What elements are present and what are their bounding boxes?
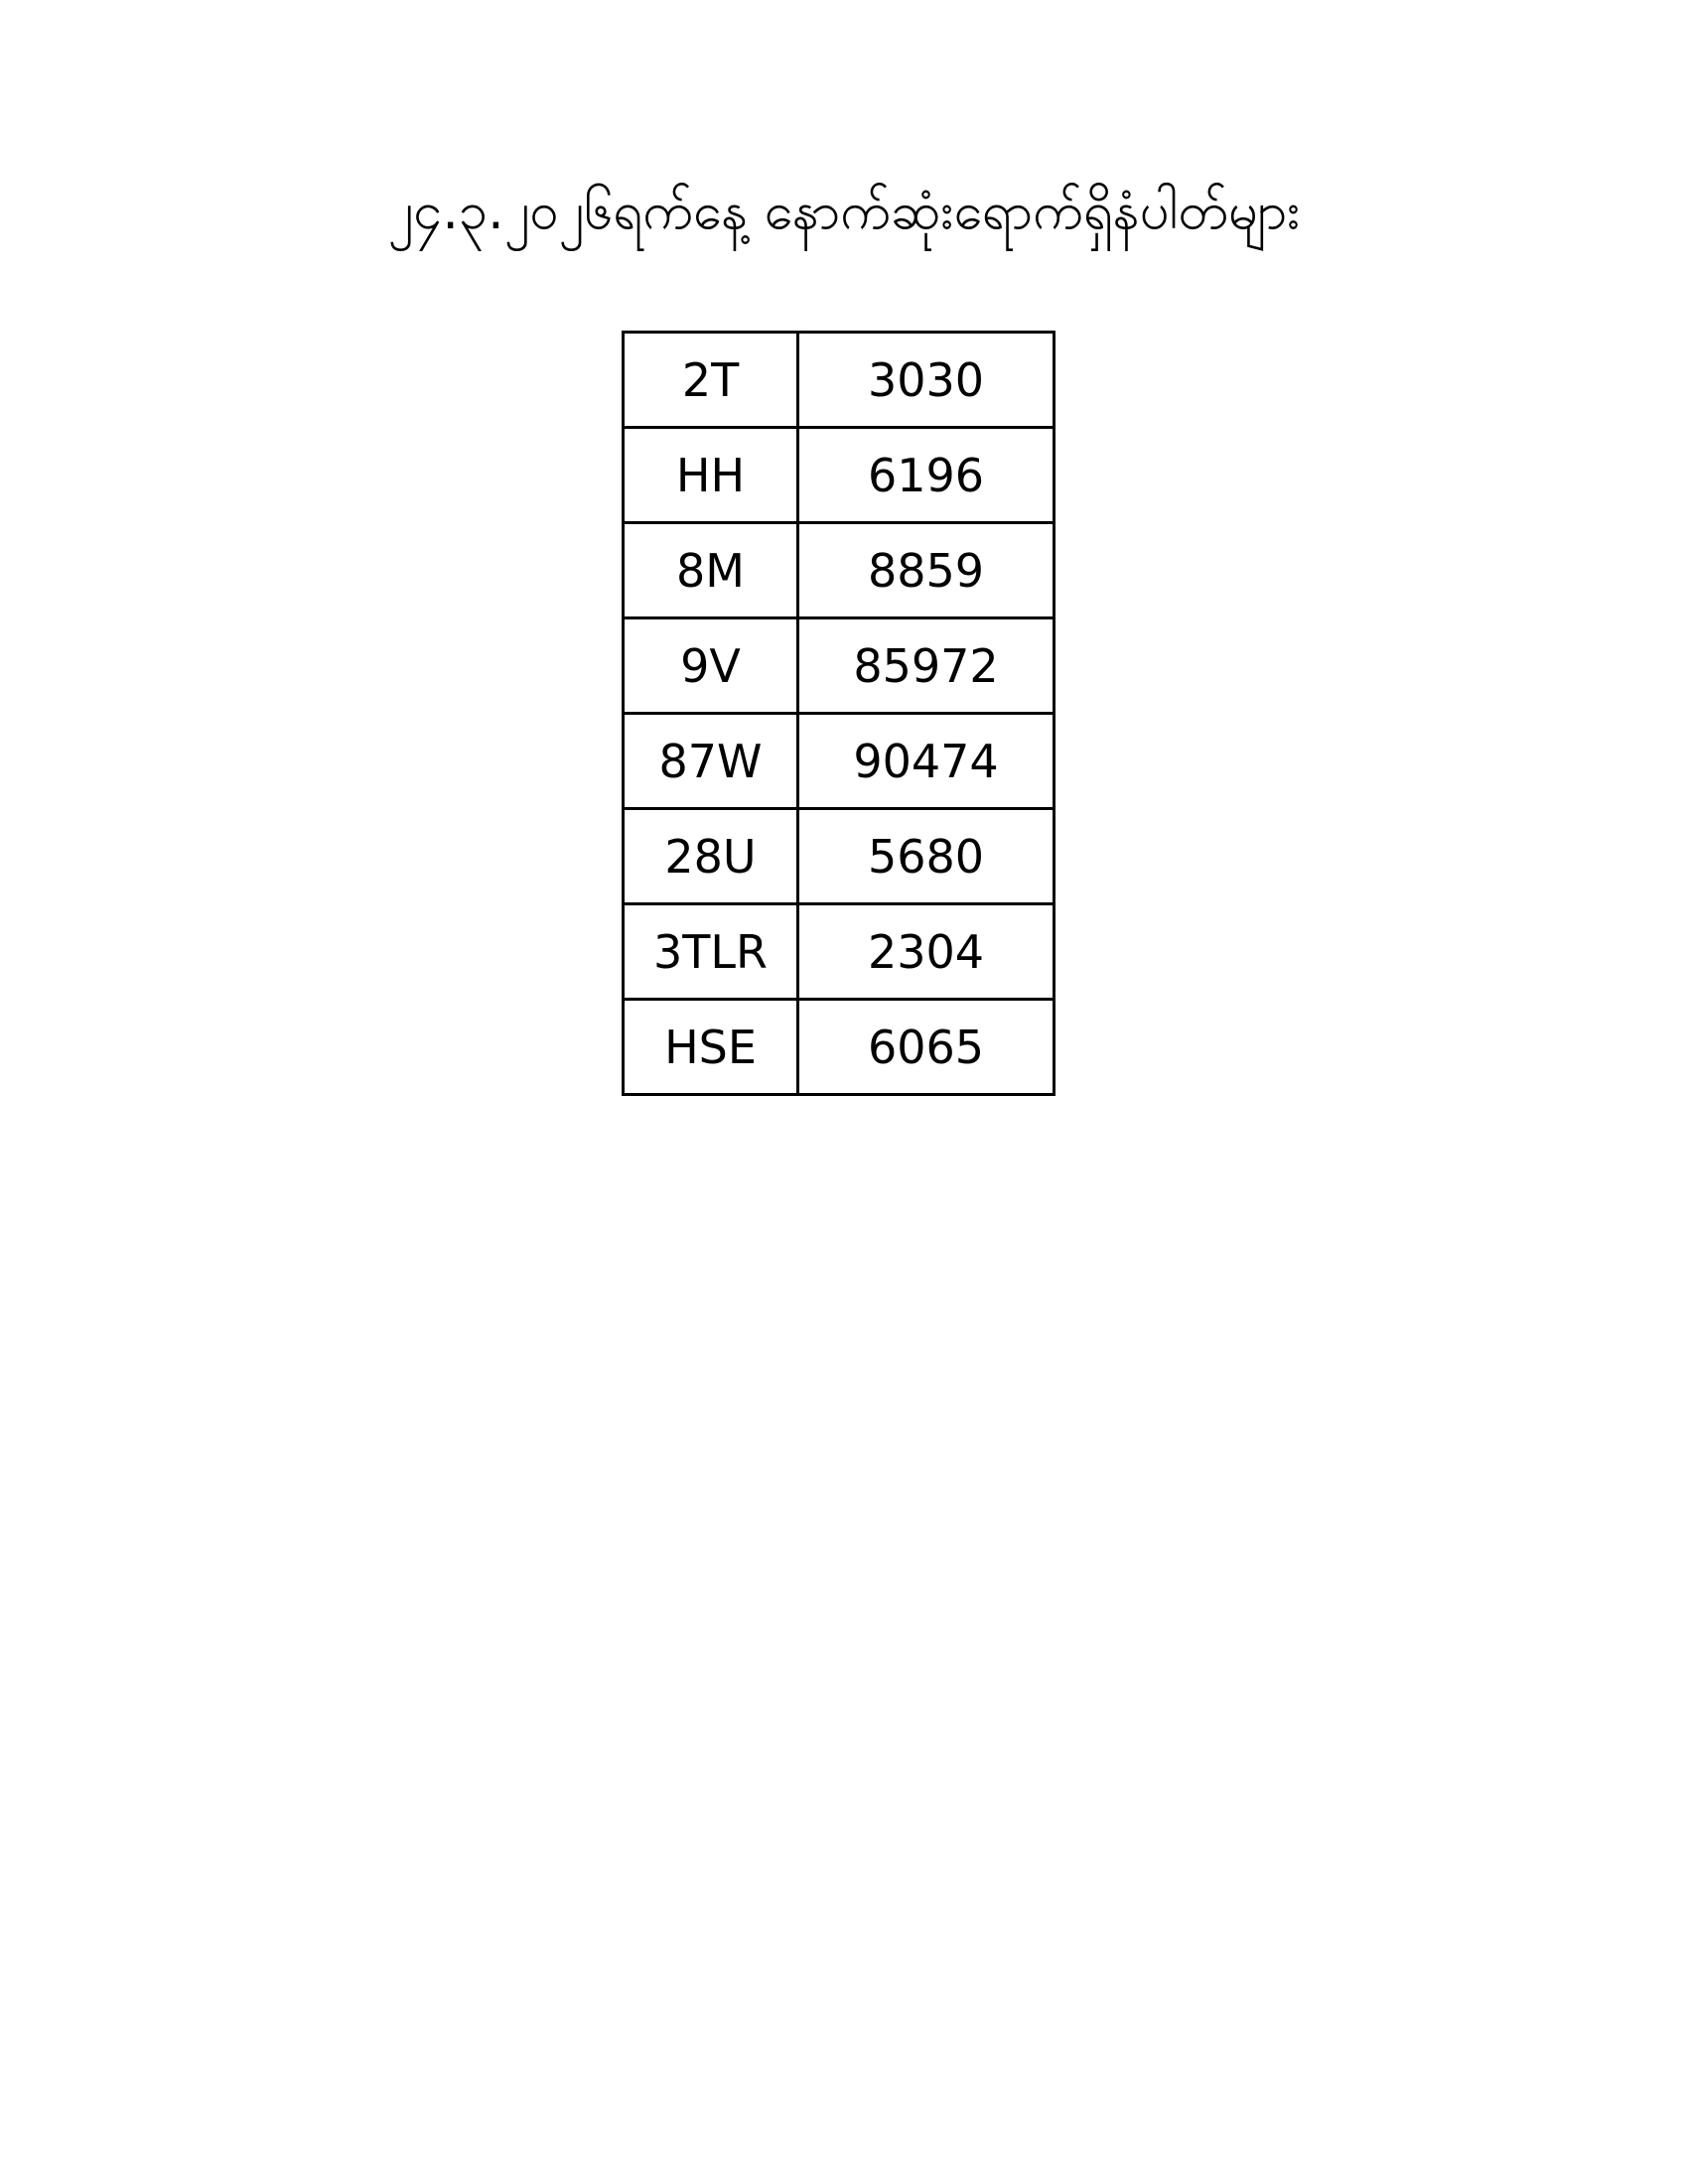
row-code: 87W: [624, 714, 798, 809]
table-row: [624, 1000, 1055, 1095]
row-code: HH: [624, 428, 798, 523]
table-row: [624, 904, 1055, 1000]
row-code: 3TLR: [624, 904, 798, 1000]
row-value: 3030: [798, 333, 1055, 428]
row-code: HSE: [624, 1000, 798, 1095]
row-code: 28U: [624, 809, 798, 904]
table-row: [624, 809, 1055, 904]
row-code: 9V: [624, 618, 798, 714]
row-code: 8M: [624, 523, 798, 618]
table-row: [624, 523, 1055, 618]
row-value: 90474: [798, 714, 1055, 809]
row-code: 2T: [624, 333, 798, 428]
row-value: 6065: [798, 1000, 1055, 1095]
row-value: 2304: [798, 904, 1055, 1000]
row-value: 85972: [798, 618, 1055, 714]
data-table: [622, 331, 1055, 1096]
data-table-container: [622, 331, 1055, 1096]
page-title: ၂၄.၃.၂၀၂၆ရက်နေ့ နောက်ဆုံးရောက်ရှိနံပါတ်များ: [387, 182, 1301, 241]
table-row: [624, 428, 1055, 523]
table-row: [624, 714, 1055, 809]
row-value: 6196: [798, 428, 1055, 523]
table-row: [624, 618, 1055, 714]
table-row: [624, 333, 1055, 428]
row-value: 8859: [798, 523, 1055, 618]
row-value: 5680: [798, 809, 1055, 904]
